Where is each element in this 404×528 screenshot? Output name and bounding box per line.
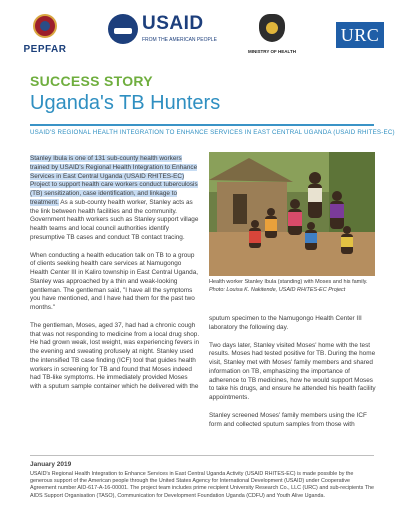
pepfar-seal-icon <box>33 14 57 38</box>
footer-date: January 2019 <box>30 461 72 468</box>
paragraph-symptoms: The gentleman, Moses, aged 37, had had a chronic cough that was not responding to medicine from a local drug shop. He had grown weak, lost weight, was experiencing fevers in the evening and sweating profusely at night. Stanley used the intensified TB case finding (ICF) tool that guides health workers in screening for TB and found that Moses indeed had TB-like symptoms. He immediately provided Moses with a sputum sample container which he delivered with the <box>30 321 200 390</box>
uganda-coat-of-arms-icon <box>259 14 285 42</box>
page-title: Uganda's TB Hunters <box>30 92 221 114</box>
paragraph-intro <box>30 155 200 243</box>
urc-logo: URC <box>336 22 384 48</box>
footer-disclaimer: USAID's Regional Health Integration to Enhance Services in East Central Uganda Activity (USAID RHITES-EC) is made possible by the generous support of the American people through the United States Agency for International Development (USAID) under Cooperative Agreement number AID-617-A-16-00001. The project team includes prime recipient University Research Co., LLC (URC) and sub-recipients The AIDS Support Organisation (TASO), Communication for Development Foundation Uganda (CDFU) and Youth Alive Uganda. <box>30 471 375 499</box>
usaid-logo <box>108 12 216 52</box>
project-subhead: USAID'S REGIONAL HEALTH INTEGRATION TO ENHANCE SERVICES IN EAST CENTRAL UGANDA (USAID RHITES-EC) <box>30 129 395 136</box>
usaid-wordmark: USAID <box>142 13 204 34</box>
photo-caption <box>209 279 379 294</box>
pepfar-wordmark: PEPFAR <box>23 44 67 55</box>
photo-credit: Photo: Louisa K. Nakitende, USAID RHITES-EC Project <box>209 286 346 293</box>
left-column <box>30 155 200 401</box>
paragraph-health-talk: When conducting a health education talk on TB to a group of clients seeking health care services at Namugongo Health Center III in Kaliro township in East Central Uganda, Stanley was approached by a thin and weak-looking gentleman. The gentleman said, "I have all the symptoms you have mentioned, and I have had them for the past two months." <box>30 251 199 311</box>
title-divider <box>30 124 374 126</box>
family-photo-illustration <box>209 152 375 276</box>
family-photo <box>209 152 375 276</box>
paragraph-sputum: sputum specimen to the Namugongo Health Center III laboratory the following day. <box>209 315 362 331</box>
right-column <box>209 315 379 438</box>
paragraph-family-screening: Stanley screened Moses' family members using the ICF form and collected sputum samples from those with <box>209 411 367 428</box>
footer-divider <box>30 455 374 456</box>
usaid-handshake-icon <box>108 14 138 44</box>
paragraph-home-visit: Two days later, Stanley visited Moses' home with the test results. Moses had tested positive for TB. During the home visit, Stanley met with Moses' family members and shared information on TB, emphasizing the importance of adherence to TB medicines, how he would support Moses to take his drugs, and ensure he attended his health facility appointments. <box>209 341 376 401</box>
intro-continuation: As a sub-county health worker, Stanley acts as the link between health facilities and the community. Government health workers such as Stanley support village health teams and local council authorities identify presumptive TB cases and conduct TB contact tracing. <box>30 198 199 241</box>
pepfar-logo <box>14 14 76 62</box>
story-eyebrow: SUCCESS STORY <box>30 73 153 89</box>
caption-text: Health worker Stanley Ibula (standing) with Moses and his family. <box>209 279 368 285</box>
moh-wordmark: MINISTRY OF HEALTH <box>248 49 296 54</box>
usaid-tagline: FROM THE AMERICAN PEOPLE <box>142 37 217 43</box>
highlighted-text[interactable]: Stanley Ibula is one of 131 sub-county health workers trained by USAID's Regional Health Integration to Enhance Services in East Central Uganda (USAID RHITES-EC) Project to support health care workers conduct tuberculosis (TB) sensitization, case identification, and linkage to treatment. <box>30 155 198 206</box>
ministry-of-health-logo <box>246 12 298 62</box>
